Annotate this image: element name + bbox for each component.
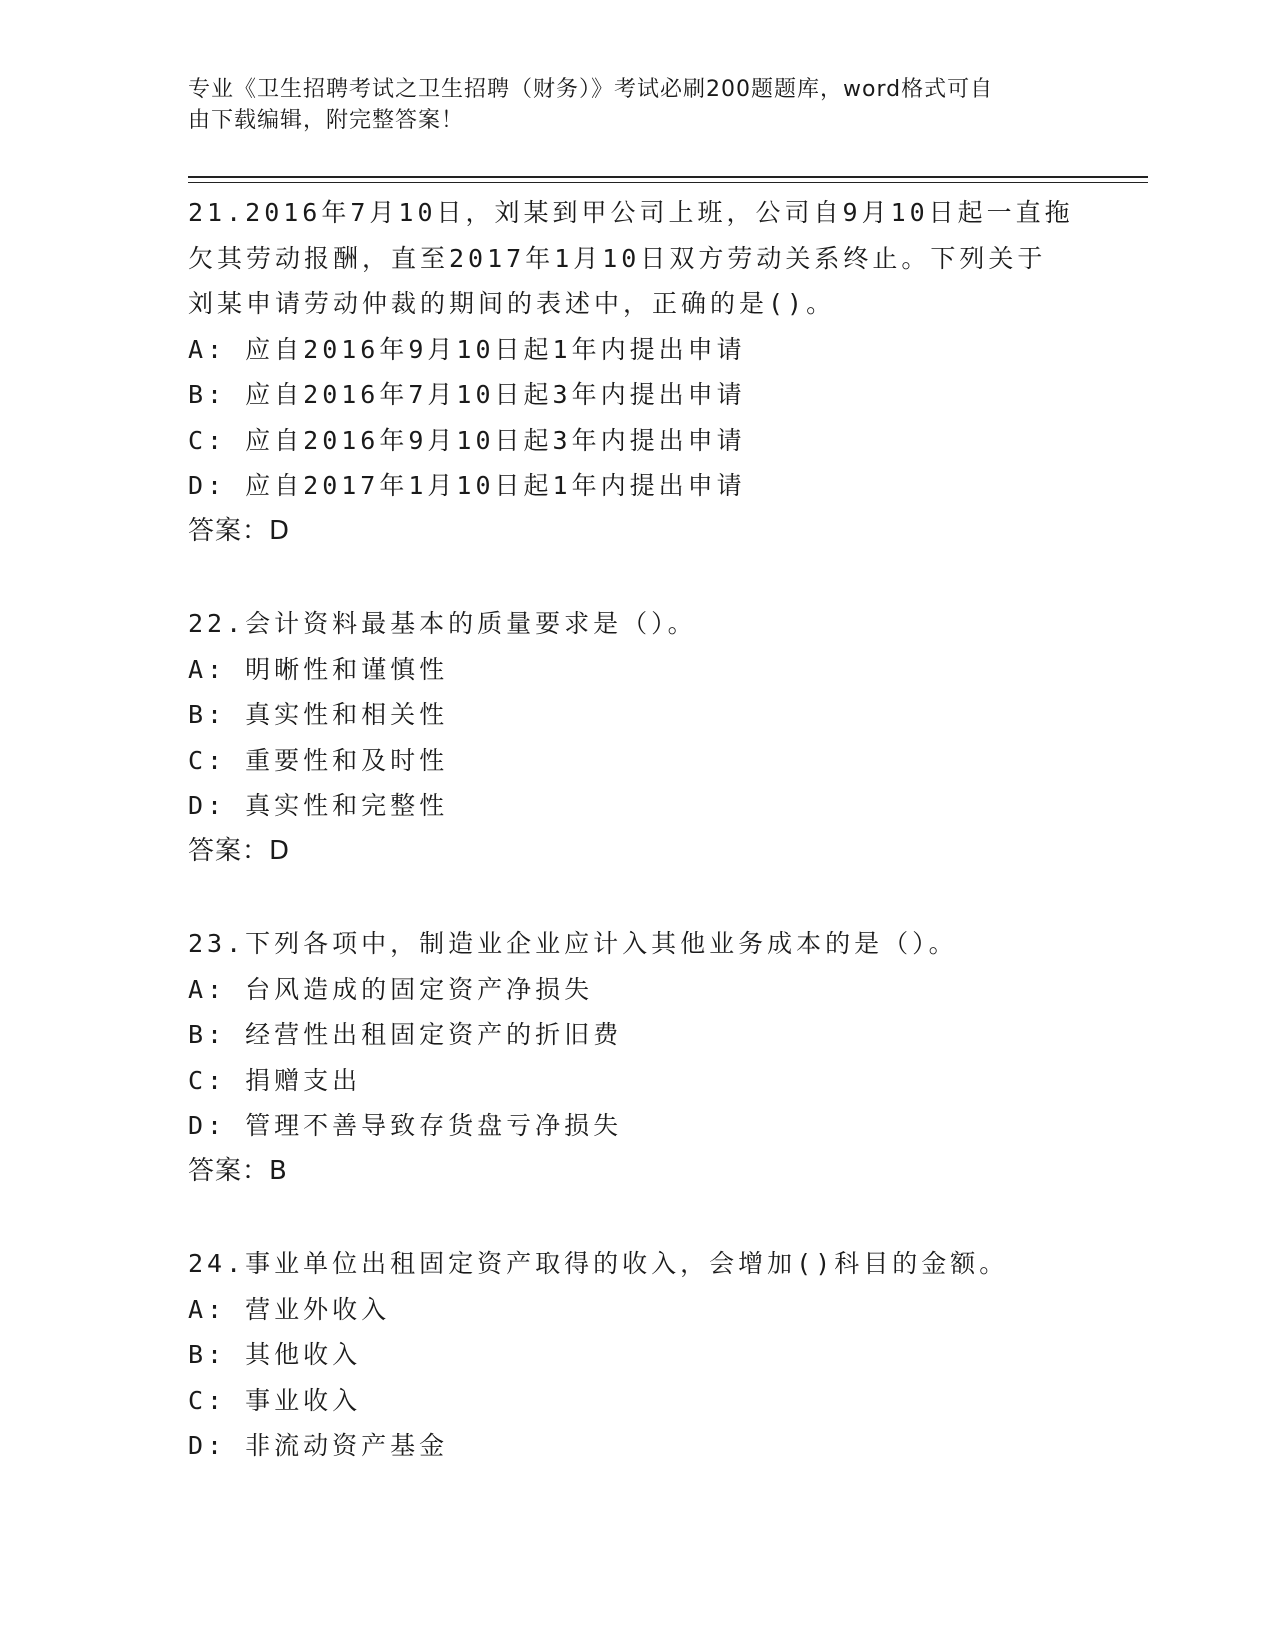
- option-c: C: 事业收入: [188, 1385, 362, 1415]
- question-list: [188, 190, 1088, 1516]
- option-b: B: 其他收入: [188, 1340, 362, 1369]
- intro-line: 专业《卫生招聘考试之卫生招聘（财务）》考试必刷200题题库，word格式可自: [188, 77, 994, 102]
- option-b: B: 经营性出租固定资产的折旧费: [188, 1020, 623, 1049]
- question-stem-line: 欠其劳动报酬，直至2017年1月10日双方劳动关系终止。下列关于: [188, 243, 1047, 273]
- answer-label: 答案：D: [188, 515, 291, 546]
- option-a: A: 营业外收入: [188, 1294, 391, 1324]
- option-c: C: 应自2016年9月10日起3年内提出申请: [188, 425, 746, 455]
- document-intro: [188, 74, 1068, 136]
- question-stem-line: 24.事业单位出租固定资产取得的收入，会增加()科目的金额。: [188, 1249, 1009, 1278]
- option-d: D: 非流动资产基金: [188, 1431, 449, 1460]
- option-d: D: 应自2017年1月10日起1年内提出申请: [188, 471, 746, 500]
- option-b: B: 应自2016年7月10日起3年内提出申请: [188, 380, 746, 409]
- option-c: C: 捐赠支出: [188, 1065, 362, 1095]
- question-23: [188, 921, 1088, 1194]
- option-a: A: 明晰性和谨慎性: [188, 654, 449, 684]
- question-21: [188, 190, 1088, 554]
- intro-line: 由下载编辑，附完整答案！: [188, 108, 465, 133]
- option-a: A: 应自2016年9月10日起1年内提出申请: [188, 334, 746, 364]
- question-24: [188, 1241, 1088, 1469]
- question-stem-line: 23.下列各项中，制造业企业应计入其他业务成本的是（）。: [188, 929, 958, 958]
- option-c: C: 重要性和及时性: [188, 745, 449, 775]
- question-stem-line: 21.2016年7月10日，刘某到甲公司上班，公司自9月10日起一直拖: [188, 198, 1074, 227]
- option-b: B: 真实性和相关性: [188, 700, 449, 729]
- question-stem-line: 刘某申请劳动仲裁的期间的表述中，正确的是()。: [188, 289, 836, 318]
- question-22: [188, 601, 1088, 874]
- option-d: D: 真实性和完整性: [188, 791, 449, 820]
- question-stem-line: 22.会计资料最基本的质量要求是（）。: [188, 609, 697, 638]
- header-divider-thin: [188, 182, 1148, 183]
- option-d: D: 管理不善导致存货盘亏净损失: [188, 1111, 623, 1140]
- header-divider-thick: [188, 176, 1148, 178]
- answer-label: 答案：D: [188, 835, 291, 866]
- option-a: A: 台风造成的固定资产净损失: [188, 974, 594, 1004]
- answer-label: 答案：B: [188, 1155, 288, 1186]
